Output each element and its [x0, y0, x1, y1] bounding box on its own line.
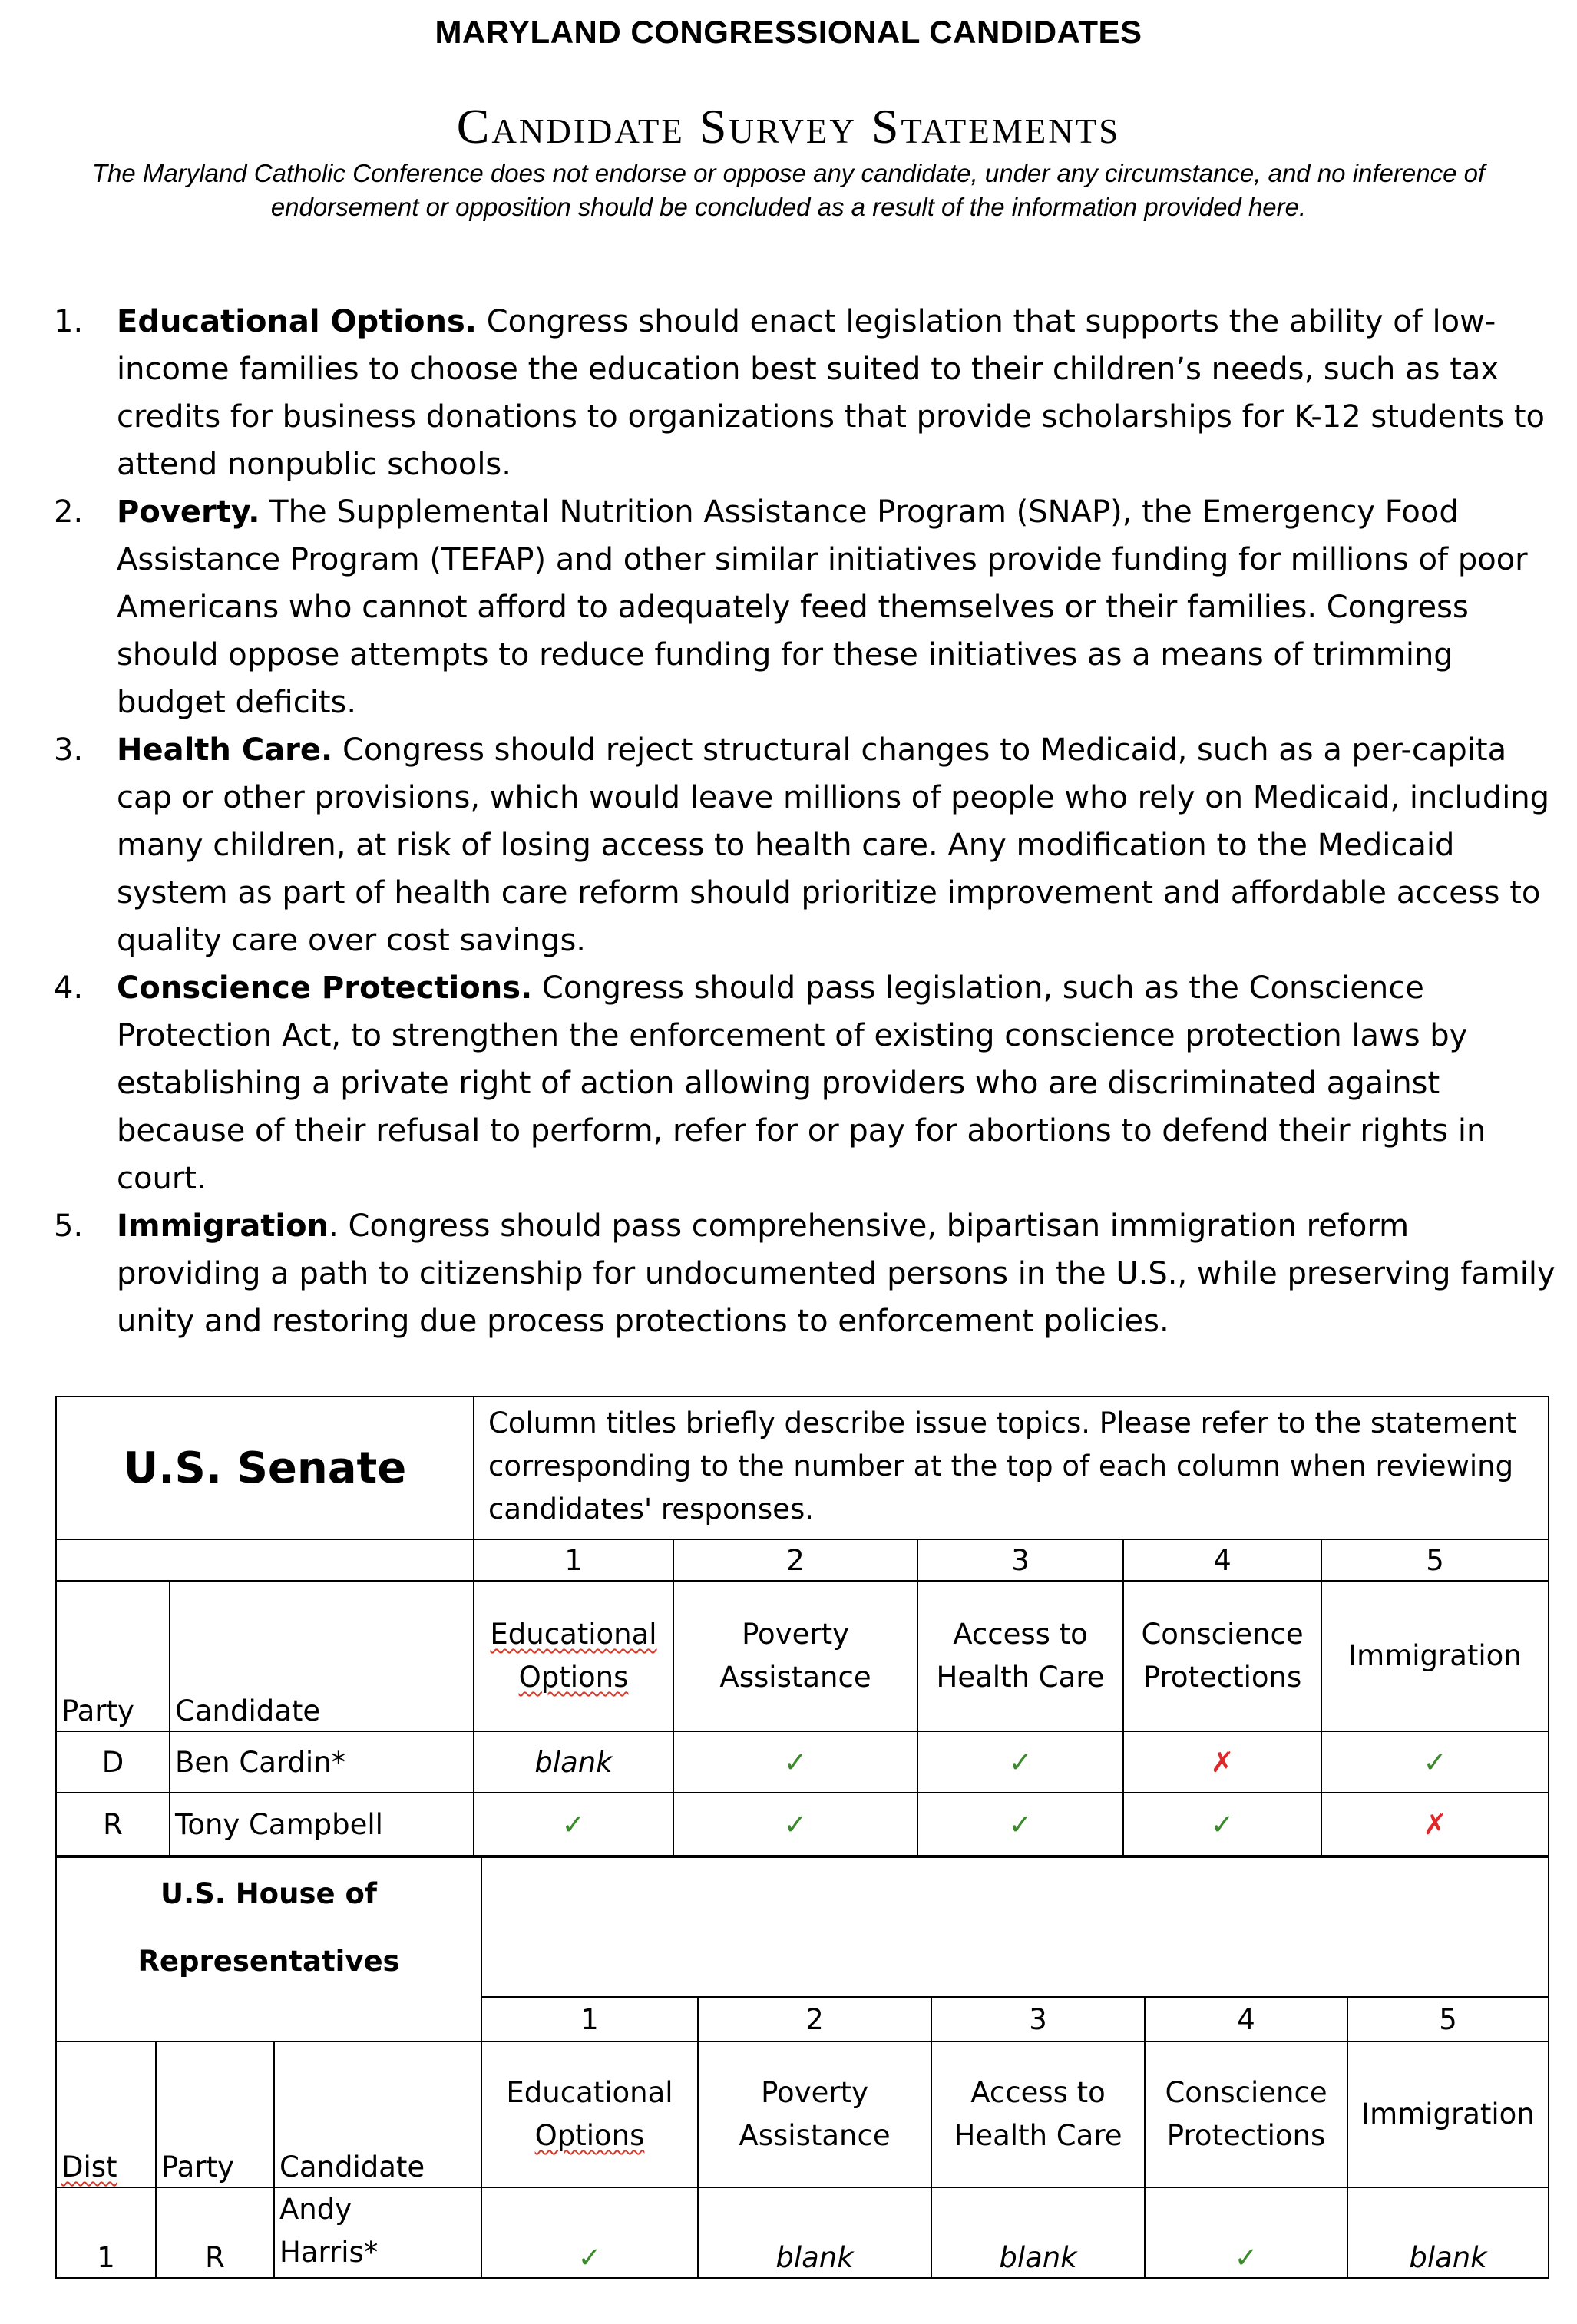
statement-item: [54, 964, 1559, 1202]
response-cell: blank: [931, 2187, 1145, 2278]
response-cell: blank: [1347, 2187, 1549, 2278]
response-check-icon: ✓: [917, 1793, 1123, 1856]
party-cell: R: [156, 2187, 274, 2278]
table-row: [56, 1793, 1549, 1856]
party-header: Party: [156, 2041, 274, 2187]
page-subtitle: Candidate Survey Statements: [456, 99, 1121, 154]
statement-number: 1.: [54, 304, 84, 339]
statement-title: Conscience Protections.: [117, 970, 533, 1006]
response-check-icon: ✓: [474, 1793, 673, 1856]
statement-text: The Supplemental Nutrition Assistance Program (SNAP), the Emergency Food Assistance Program (TEFAP) and other similar initiatives provide funding for millions of poor Americans who cannot afford to adequately feed themselves or their families. Congress should oppose attempts to reduce funding for these initiatives as a means of trimming budget deficits.: [117, 494, 1528, 720]
party-header: Party: [56, 1581, 170, 1731]
house-spacer: [56, 1997, 481, 2041]
column-title: Poverty Assistance: [698, 2041, 931, 2187]
statement-title: Health Care.: [117, 732, 333, 768]
column-title: Conscience Protections: [1123, 1581, 1321, 1731]
candidate-cell: Andy Harris*: [274, 2187, 481, 2278]
response-check-icon: ✓: [1145, 2187, 1347, 2278]
dist-header: Dist: [56, 2041, 156, 2187]
statement-text: Congress should reject structural changes to Medicaid, such as a per-capita cap or other provisions, which would leave millions of people who rely on Medicaid, including many children, at risk of losing access to health care. Any modification to the Medicaid system as part of health care reform should prioritize improvement and affordable access to quality care over cost savings.: [117, 732, 1550, 958]
dist-cell: 1: [56, 2187, 156, 2278]
column-title: Poverty Assistance: [673, 1581, 917, 1731]
statement-item: [54, 726, 1559, 964]
column-number: 2: [698, 1997, 931, 2041]
response-cell: blank: [698, 2187, 931, 2278]
disclaimer-line: The Maryland Catholic Conference does not endorse or oppose any candidate, under any circumstance, and no inference of: [91, 159, 1486, 187]
statement-text: . Congress should pass comprehensive, bipartisan immigration reform providing a path to citizenship for undocumented persons in the U.S., while preserving family unity and restoring due process protections to enforcement policies.: [117, 1208, 1556, 1339]
statement-title: Immigration: [117, 1208, 329, 1244]
statement-item: [54, 298, 1559, 488]
statement-text: Congress should enact legislation that supports the ability of low-income families to choose the education best suited to their children’s needs, such as tax credits for business donations to organizations that provide scholarships for K-12 students to attend nonpublic schools.: [117, 304, 1545, 482]
column-number: 5: [1347, 1997, 1549, 2041]
column-number: 2: [673, 1539, 917, 1581]
statement-item: [54, 488, 1559, 726]
response-check-icon: ✓: [673, 1731, 917, 1793]
table-row: [56, 1731, 1549, 1793]
senate-note: Column titles briefly describe issue topics. Please refer to the statement corresponding to the number at the top of each column when reviewing candidates' responses.: [474, 1397, 1549, 1539]
response-check-icon: ✓: [673, 1793, 917, 1856]
disclaimer-line: endorsement or opposition should be concluded as a result of the information provided here.: [270, 193, 1307, 221]
statement-text: Congress should pass legislation, such as the Conscience Protection Act, to strengthen the enforcement of existing conscience protection laws by establishing a private right of action allowing providers who are discriminated against because of their refusal to perform, refer for or pay for abortions to defend their rights in court.: [117, 970, 1486, 1196]
response-cell: blank: [474, 1731, 673, 1793]
candidate-cell: Tony Campbell: [170, 1793, 474, 1856]
response-check-icon: ✓: [1321, 1731, 1549, 1793]
column-number: 4: [1123, 1539, 1321, 1581]
statement-list: [54, 298, 1559, 1345]
column-title: Immigration: [1321, 1581, 1549, 1731]
column-number: 4: [1145, 1997, 1347, 2041]
table-row: [56, 2187, 1549, 2278]
disclaimer: [31, 157, 1546, 224]
candidate-cell: Ben Cardin*: [170, 1731, 474, 1793]
column-number: 3: [917, 1539, 1123, 1581]
response-check-icon: ✓: [917, 1731, 1123, 1793]
senate-table: [55, 1396, 1549, 1856]
party-cell: D: [56, 1731, 170, 1793]
statement-title: Poverty.: [117, 494, 260, 530]
statement-number: 4.: [54, 970, 84, 1006]
statement-number: 3.: [54, 732, 84, 768]
senate-title: U.S. Senate: [56, 1397, 474, 1539]
statement-number: 5.: [54, 1208, 84, 1244]
response-cross-icon: ✗: [1123, 1731, 1321, 1793]
response-cross-icon: ✗: [1321, 1793, 1549, 1856]
column-title: Educational Options: [481, 2041, 698, 2187]
response-check-icon: ✓: [481, 2187, 698, 2278]
column-title: Immigration: [1347, 2041, 1549, 2187]
statement-number: 2.: [54, 494, 84, 530]
house-table: [55, 1856, 1549, 2279]
column-title: Access to Health Care: [931, 2041, 1145, 2187]
candidate-header: Candidate: [170, 1581, 474, 1731]
statement-title: Educational Options.: [117, 304, 477, 339]
column-title: Conscience Protections: [1145, 2041, 1347, 2187]
column-title: Educational Options: [474, 1581, 673, 1731]
column-number: 5: [1321, 1539, 1549, 1581]
house-title: U.S. House of Representatives: [56, 1857, 481, 1997]
statement-item: [54, 1202, 1559, 1345]
party-cell: R: [56, 1793, 170, 1856]
column-number: 1: [474, 1539, 673, 1581]
house-note-blank: [481, 1857, 1549, 1997]
response-check-icon: ✓: [1123, 1793, 1321, 1856]
candidate-header: Candidate: [274, 2041, 481, 2187]
column-number: 3: [931, 1997, 1145, 2041]
column-title: Access to Health Care: [917, 1581, 1123, 1731]
senate-spacer: [56, 1539, 474, 1581]
page-title: MARYLAND CONGRESSIONAL CANDIDATES: [435, 14, 1142, 50]
column-number: 1: [481, 1997, 698, 2041]
